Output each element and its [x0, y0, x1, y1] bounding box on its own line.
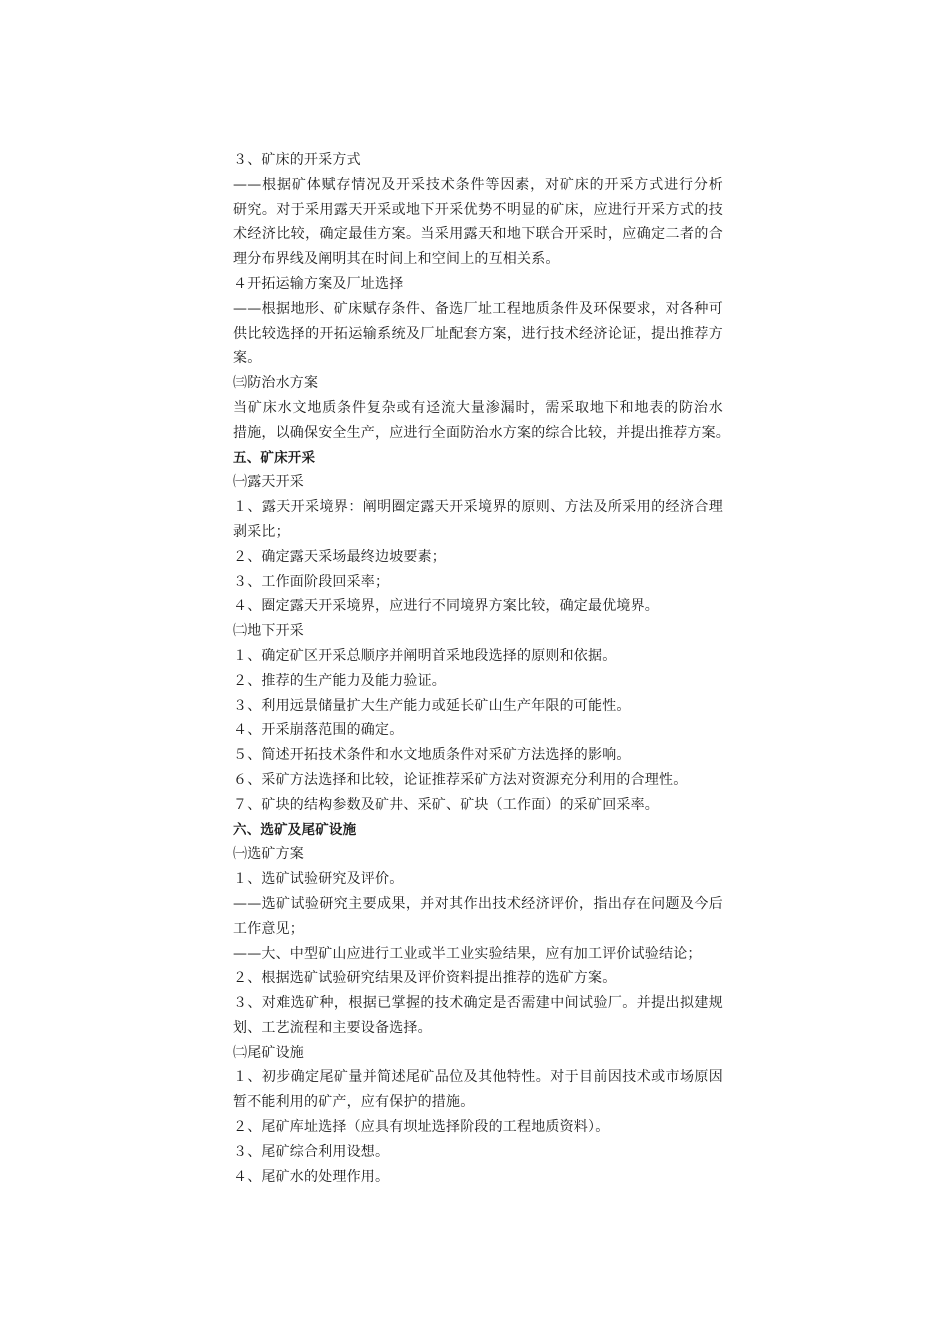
text-line: １、选矿试验研究及评价。	[233, 871, 404, 888]
text-line: ３、尾矿综合利用设想。	[233, 1143, 390, 1160]
text-line: ４、圈定露天开采境界，应进行不同境界方案比较，确定最优境界。	[233, 598, 659, 615]
text-line: ７、矿块的结构参数及矿井、采矿、矿块（工作面）的采矿回采率。	[233, 796, 659, 813]
text-line: 术经济比较，确定最佳方案。当采用露天和地下联合开采时，应确定二者的合	[233, 226, 723, 243]
text-line: 当矿床水文地质条件复杂或有迳流大量渗漏时，需采取地下和地表的防治水	[233, 399, 723, 416]
text-line: ㈢防治水方案	[233, 375, 319, 392]
text-line: ２、确定露天采场最终边坡要素；	[233, 548, 446, 565]
text-line: 供比较选择的开拓运输系统及厂址配套方案，进行技术经济论证，提出推荐方	[233, 325, 723, 342]
text-line: ㈡尾矿设施	[233, 1044, 304, 1061]
text-line: ——大、中型矿山应进行工业或半工业实验结果，应有加工评价试验结论；	[233, 945, 702, 962]
text-line: 暂不能利用的矿产，应有保护的措施。	[233, 1094, 475, 1111]
text-line: ３、矿床的开采方式	[233, 152, 361, 168]
text-line: 划、工艺流程和主要设备选择。	[233, 1019, 432, 1036]
text-line: ㈡地下开采	[233, 623, 304, 640]
text-line: １、露天开采境界：阐明圈定露天开采境界的原则、方法及所采用的经济合理	[233, 499, 723, 516]
text-line: 工作意见；	[233, 920, 304, 937]
text-line: ２、尾矿库址选择（应具有坝址选择阶段的工程地质资料）。	[233, 1119, 610, 1136]
text-line: ——根据地形、矿床赋存条件、备选厂址工程地质条件及环保要求，对各种可	[233, 300, 723, 317]
text-line: ——选矿试验研究主要成果，并对其作出技术经济评价，指出存在问题及今后	[233, 895, 723, 912]
text-line: １、初步确定尾矿量并简述尾矿品位及其他特性。对于目前因技术或市场原因	[233, 1069, 723, 1086]
text-line: ㈠露天开采	[233, 474, 304, 491]
text-line: ２、推荐的生产能力及能力验证。	[233, 672, 446, 689]
text-line: 理分布界线及阐明其在时间上和空间上的互相关系。	[233, 251, 560, 268]
text-line: ４、尾矿水的处理作用。	[233, 1168, 390, 1185]
document-page	[233, 148, 730, 1189]
text-line: ６、采矿方法选择和比较，论证推荐采矿方法对资源充分利用的合理性。	[233, 771, 688, 788]
section-heading: 六、选矿及尾矿设施	[233, 821, 357, 838]
text-line: 研究。对于采用露天开采或地下开采优势不明显的矿床，应进行开采方式的技	[233, 201, 723, 218]
text-line: 措施，以确保安全生产，应进行全面防治水方案的综合比较，并提出推荐方案。	[233, 424, 730, 441]
text-line: ４开拓运输方案及厂址选择	[233, 275, 404, 292]
text-line: ３、利用远景储量扩大生产能力或延长矿山生产年限的可能性。	[233, 697, 631, 714]
text-line: ２、根据选矿试验研究结果及评价资料提出推荐的选矿方案。	[233, 970, 617, 987]
text-line: 案。	[233, 350, 262, 367]
text-line: ㈠选矿方案	[233, 846, 304, 863]
text-line: ——根据矿体赋存情况及开采技术条件等因素，对矿床的开采方式进行分析	[233, 176, 723, 193]
section-heading: 五、矿床开采	[233, 449, 316, 466]
text-line: ４、开采崩落范围的确定。	[233, 722, 404, 739]
text-line: １、确定矿区开采总顺序并阐明首采地段选择的原则和依据。	[233, 647, 617, 664]
text-line: ５、简述开拓技术条件和水文地质条件对采矿方法选择的影响。	[233, 747, 631, 764]
text-line: 剥采比；	[233, 523, 290, 540]
text-line: ３、工作面阶段回采率；	[233, 573, 390, 590]
text-line: ３、对难选矿种，根据已掌握的技术确定是否需建中间试验厂。并提出拟建规	[233, 995, 723, 1012]
